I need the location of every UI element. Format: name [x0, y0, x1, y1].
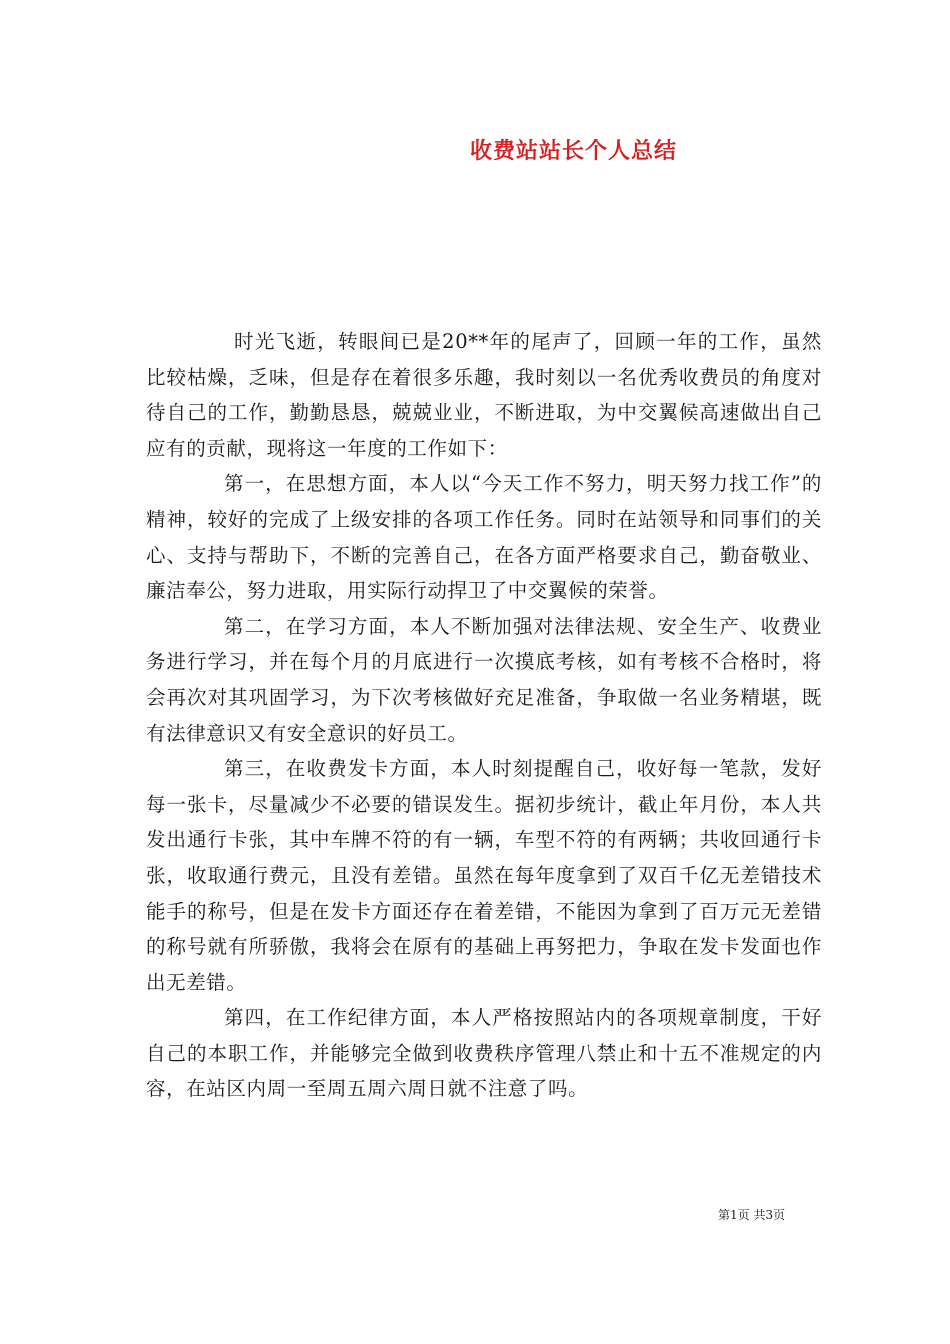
paragraph-study: 第二，在学习方面，本人不断加强对法律法规、安全生产、收费业务进行学习，并在每个月的月底进行一次摸底考核，如有考核不合格时，将会再次对其巩固学习，为下次考核做好充足准备，争取做一名业务精堪，既有法律意识又有安全意识的好员工。	[146, 614, 822, 745]
paragraph-ideology: 第一，在思想方面，本人以“今天工作不努力，明天努力找工作”的精神，较好的完成了上级安排的各项工作任务。同时在站领导和同事们的关心、支持与帮助下，不断的完善自己，在各方面严格要求自己，勤奋敬业、廉洁奉公，努力进取，用实际行动捍卫了中交翼候的荣誉。	[146, 472, 822, 603]
page-number: 第1页 共3页	[718, 1208, 786, 1222]
document-title: 收费站站长个人总结	[470, 138, 678, 164]
paragraph-discipline: 第四，在工作纪律方面，本人严格按照站内的各项规章制度，干好自己的本职工作，并能够完全做到收费秩序管理八禁止和十五不准规定的内容，在站区内周一至周五周六周日就不注意了吗。	[146, 1006, 822, 1101]
paragraph-toll-card: 第三，在收费发卡方面，本人时刻提醒自己，收好每一笔款，发好每一张卡，尽量减少不必要的错误发生。据初步统计，截止年月份，本人共发出通行卡张，其中车牌不符的有一辆，车型不符的有两辆；共收回通行卡张，收取通行费元，且没有差错。虽然在每年度拿到了双百千亿无差错技术能手的称号，但是在发卡方面还存在着差错，不能因为拿到了百万元无差错的称号就有所骄傲，我将会在原有的基础上再努把力，争取在发卡发面也作出无差错。	[146, 757, 822, 994]
paragraph-intro: 时光飞逝，转眼间已是20**年的尾声了，回顾一年的工作，虽然比较枯燥，乏味，但是存在着很多乐趣，我时刻以一名优秀收费员的角度对待自己的工作，勤勤恳恳，兢兢业业，不断进取，为中交翼候高速做出自己应有的贡献，现将这一年度的工作如下：	[146, 330, 822, 460]
document-body	[146, 324, 822, 1107]
